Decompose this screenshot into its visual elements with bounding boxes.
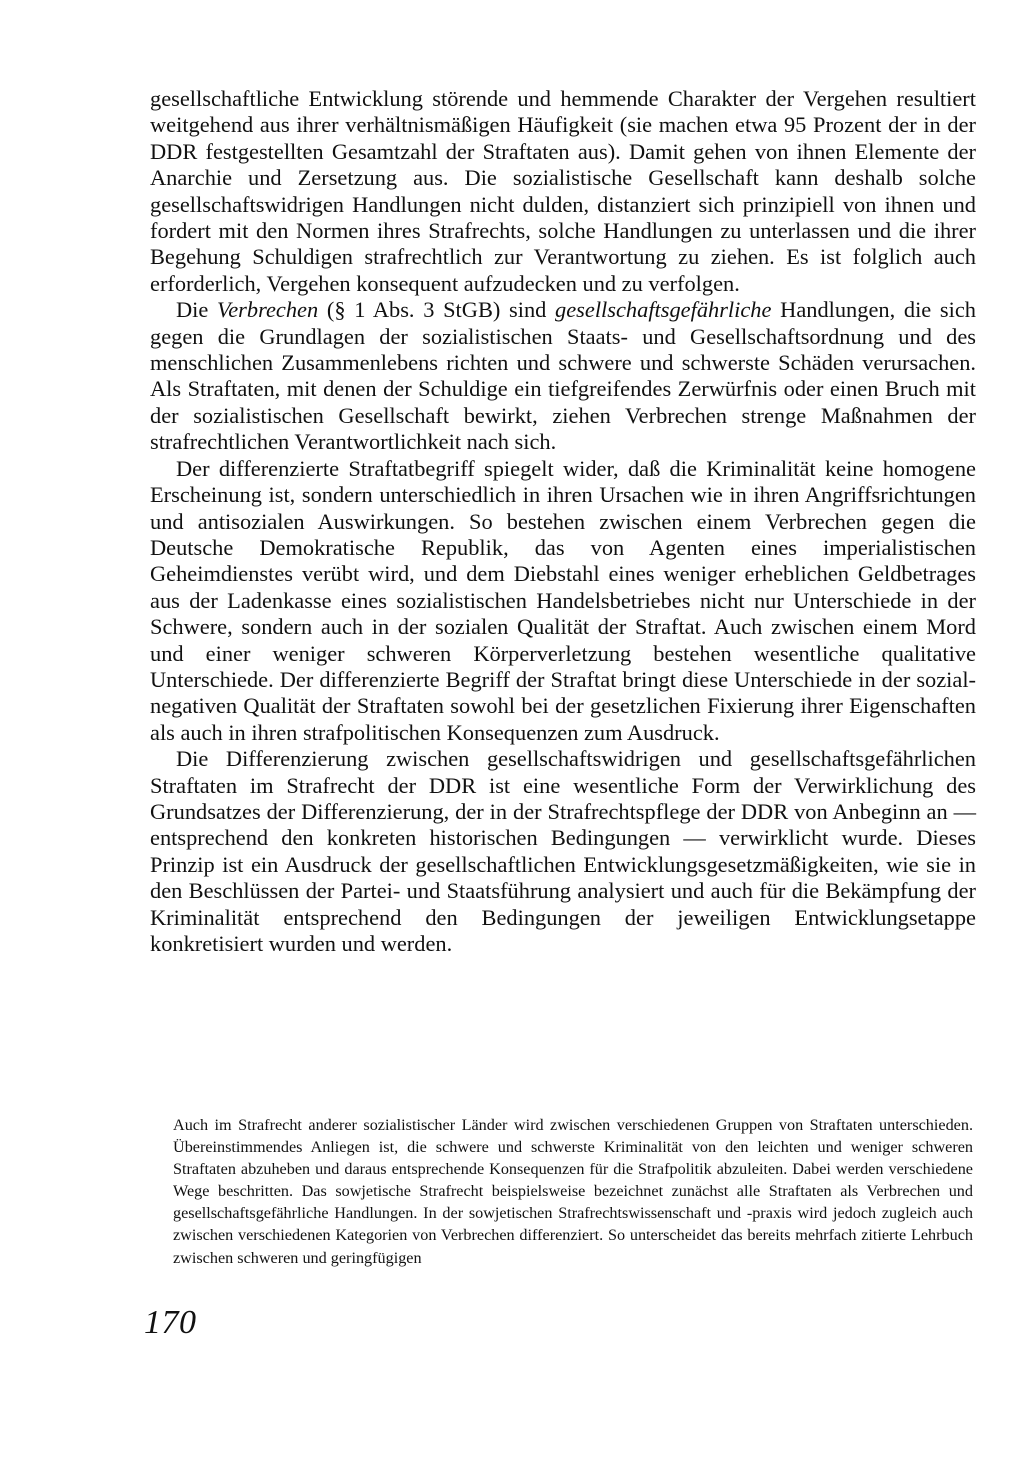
paragraph-straftatbegriff: Der differenzierte Straftatbegriff spiegelt wider, daß die Kriminalität keine homogene Erscheinung ist, sondern unterschiedlich in ihren Ursachen wie in ihren Angriffsrichtungen und antisozialen Auswirkungen. So bestehen zwischen einem Verbrechen gegen die Deutsche Demokratische Republik, das von Agenten eines imperialistischen Geheimdienstes verübt wird, und dem Diebstahl eines weniger erheblichen Geldbetrages aus der Ladenkasse eines sozialistischen Handelsbetriebes nicht nur Unterschiede in der Schwere, sondern auch in der sozialen Qualität der Straftat. Auch zwischen einem Mord und einer weniger schweren Körperverletzung bestehen wesentliche qualitative Unterschiede. Der differenzierte Begriff der Straftat bringt diese Unterschiede in der sozial-negativen Qualität der Straftaten sowohl bei der gesetzlichen Fixierung ihrer Eigenschaften als auch in ihren strafpolitischen Konsequenzen zum Ausdruck. xyxy=(150,455,976,745)
term-verbrechen: Verbrechen xyxy=(217,297,319,323)
paragraph-verbrechen xyxy=(150,297,976,455)
paragraph-vergehen-continued: gesellschaftliche Entwicklung störende und hemmende Charakter der Vergehen resultiert weitgehend aus ihrer verhältnismäßigen Häufigkeit (sie machen etwa 95 Prozent der in der DDR festgestellten Gesamtzahl der Straftaten aus). Damit gehen von ihnen Elemente der Anarchie und Zersetzung aus. Die sozialistische Gesellschaft kann deshalb solche gesellschaftswidrigen Handlungen nicht dulden, distanziert sich prinzipiell von ihnen und fordert mit den Normen ihres Strafrechts, solche Handlungen zu unterlassen und die ihrer Begehung Schuldigen strafrechtlich zur Verantwortung zu ziehen. Es ist folglich auch erforderlich, Vergehen konsequent aufzudecken und zu verfolgen. xyxy=(150,86,976,296)
main-text-block xyxy=(150,86,976,957)
paragraph-verbrechen-reference: (§ 1 Abs. 3 StGB) sind xyxy=(318,297,556,323)
paragraph-verbrechen-start: Die xyxy=(176,297,218,323)
paragraph-differenzierung: Die Differenzierung zwischen gesellschaftswidrigen und gesellschaftsgefährlichen Straftaten im Strafrecht der DDR ist eine wesentliche Form der Verwirklichung des Grundsatzes der Differenzierung, der in der Strafrechtspflege der DDR von Anbeginn an — entsprechend den konkreten historischen Bedingungen — verwirklicht wurde. Dieses Prinzip ist ein Ausdruck der gesellschaftlichen Entwicklungsgesetzmäßigkeiten, wie sie in den Beschlüssen der Partei- und Staatsführung analysiert und auch für die Bekämpfung der Kriminalität entsprechend den Bedingungen der jeweiligen Entwicklungsetappe konkretisiert wurden und werden. xyxy=(150,746,976,956)
paragraph-verbrechen-end: Handlungen, die sich gegen die Grundlagen der sozialistischen Staats- und Gesellschaftsordnung und des menschlichen Zusammenlebens richten und schwere und schwerste Schäden verursachen. Als Straftaten, mit denen der Schuldige ein tiefgreifendes Zerwürfnis oder einen Bruch mit der sozialistischen Gesellschaft bewirkt, ziehen Verbrechen strenge Maßnahmen der strafrechtlichen Verantwortlichkeit nach sich. xyxy=(150,297,976,455)
footnote-block xyxy=(173,1114,973,1269)
term-gesellschaftsgefaehrliche: gesellschaftsgefährliche xyxy=(555,297,772,323)
footnote-text: Auch im Strafrecht anderer sozialistischer Länder wird zwischen verschiedenen Gruppen von Straftaten unterschieden. Übereinstimmendes Anliegen ist, die schwere und schwerste Kriminalität von den leichten und weniger schweren Straftaten abzuheben und daraus entsprechende Konsequenzen für die Strafpolitik abzuleiten. Dabei werden verschiedene Wege beschritten. Das sowjetische Strafrecht beispielsweise bezeichnet zunächst alle Straftaten als Verbrechen und gesellschaftsgefährliche Handlungen. In der sowjetischen Strafrechtswissenschaft und -praxis wird jedoch zugleich auch zwischen verschiedenen Kategorien von Verbrechen differenziert. So unterscheidet das bereits mehrfach zitierte Lehrbuch zwischen schweren und geringfügigen xyxy=(173,1116,973,1267)
page-number: 170 xyxy=(144,1304,197,1341)
